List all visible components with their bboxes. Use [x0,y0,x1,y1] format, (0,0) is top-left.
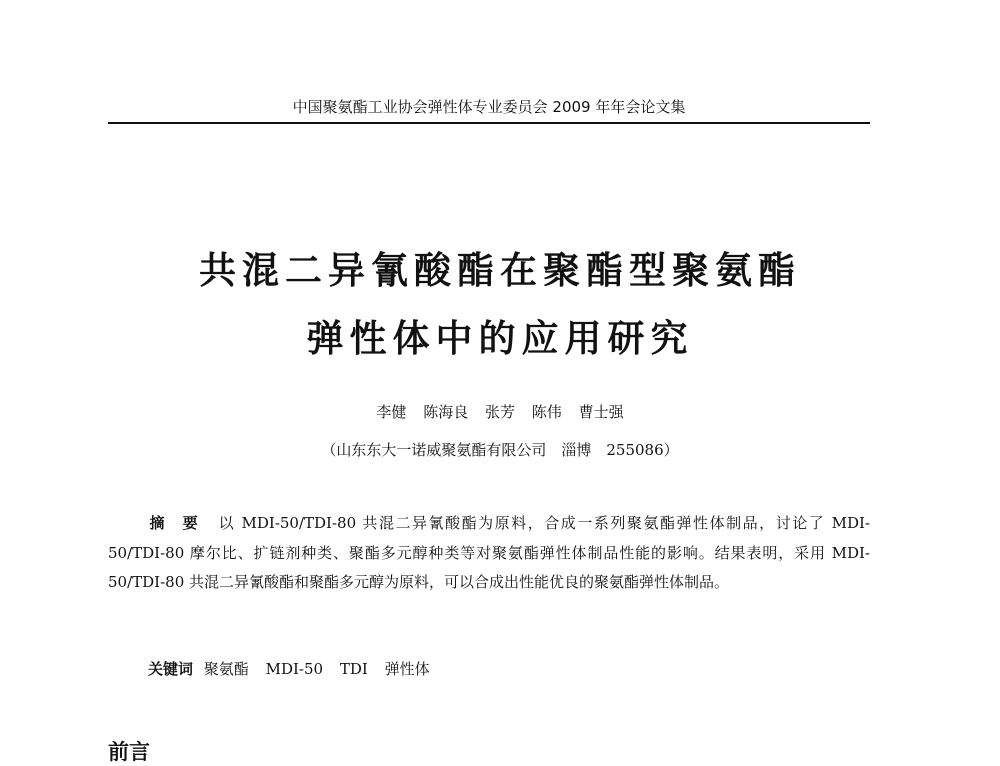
author-name: 曹士强 [578,403,624,421]
author-name: 陈伟 [531,403,562,421]
keyword: 弹性体 [384,660,430,678]
keywords [148,658,442,680]
abstract [108,509,870,598]
running-header: 中国聚氨酯工业协会弹性体专业委员会 2009 年年会论文集 [108,96,870,124]
keywords-label: 关键词 [148,660,194,678]
abstract-label: 摘 要 [148,514,200,532]
paper-title-line-2: 弹性体中的应用研究 [306,316,694,360]
author-list [0,402,1000,422]
keyword: 聚氨酯 [203,660,249,678]
paper-title-line-1: 共混二异氰酸酯在聚酯型聚氨酯 [199,248,801,292]
affiliation: （山东东大一诺威聚氨酯有限公司 淄博 255086） [321,441,679,459]
section-heading: 前言 [108,740,150,764]
author-name: 陈海良 [423,403,469,421]
keyword: MDI-50 [265,660,324,678]
author-name: 张芳 [484,403,515,421]
abstract-text: 以 MDI-50/TDI-80 共混二异氰酸酯为原料，合成一系列聚氨酯弹性体制品，讨论了 MDI-50/TDI-80 摩尔比、扩链剂种类、聚酯多元醇种类等对聚氨酯弹性体制品性能的影响。结果表明，采用 MDI-50/TDI-80 共混二异氰酸酯和聚酯多元醇为原料，可以合成出性能优良的聚氨酯弹性体制品。 [108,514,870,591]
keyword: TDI [339,660,368,678]
author-name: 李健 [376,403,407,421]
